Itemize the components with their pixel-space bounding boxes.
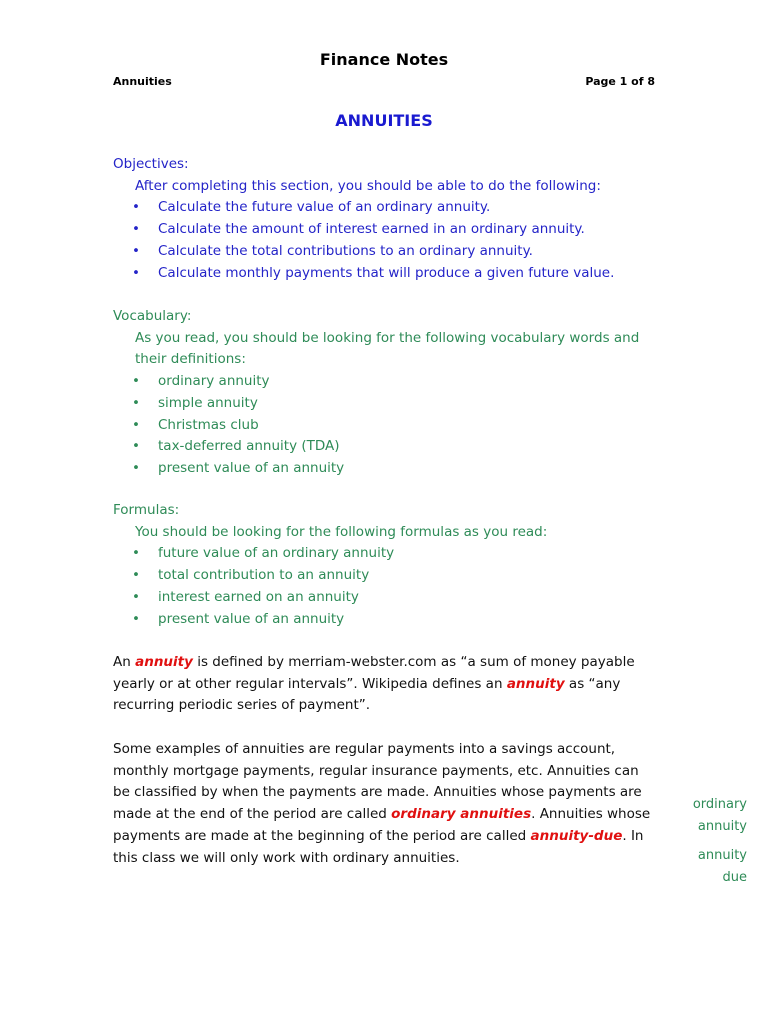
formulas-label: Formulas: [113, 502, 180, 518]
page-number: Page 1 of 8 [585, 75, 655, 88]
objectives-intro: After completing this section, you should be able to do the following: [135, 177, 601, 194]
vocabulary-item: • Christmas club [113, 415, 653, 437]
section-heading: ANNUITIES [335, 111, 433, 130]
vocabulary-item: • present value of an annuity [113, 458, 653, 480]
annuity-examples-paragraph: Some examples of annuities are regular payments into a savings account, monthly mortgage payments, regular insurance payments, etc. Annuities can be classified by when the payments are made. Annuities whose payments are made at the end of the period are called ordinary annuities. Annuities whose payments are made at the beginning of the period are called annuity-due. In this class we will only work with ordinary annuities. [113, 741, 651, 866]
objectives-label: Objectives: [113, 156, 189, 172]
formulas-intro: You should be looking for the following formulas as you read: [135, 523, 548, 540]
key-term-annuity: annuity [506, 675, 565, 692]
vocabulary-item: • ordinary annuity [113, 371, 653, 393]
formula-item: • interest earned on an annuity [113, 587, 653, 609]
formula-item: • total contribution to an annuity [113, 565, 653, 587]
annuity-definition-paragraph: An annuity is defined by merriam-webster.com as “a sum of money payable yearly or at other regular intervals”. Wikipedia defines an annuity as “any recurring periodic series of payment”. [113, 654, 635, 714]
objective-item: • Calculate monthly payments that will produce a given future value. [113, 263, 653, 285]
vocabulary-section [113, 306, 653, 480]
objective-item: • Calculate the future value of an ordinary annuity. [113, 197, 653, 219]
objective-item: • Calculate the total contributions to an ordinary annuity. [113, 241, 653, 263]
running-header [113, 75, 655, 88]
vocabulary-item: • tax-deferred annuity (TDA) [113, 436, 653, 458]
key-term-annuity-due: annuity-due [530, 827, 623, 844]
objective-item: • Calculate the amount of interest earned in an ordinary annuity. [113, 219, 653, 241]
vocabulary-label: Vocabulary: [113, 308, 192, 324]
vocabulary-list [113, 371, 653, 480]
formulas-list [113, 543, 653, 630]
topic-label: Annuities [113, 75, 172, 88]
page-title: Finance Notes [319, 50, 449, 69]
vocabulary-item: • simple annuity [113, 393, 653, 415]
vocabulary-intro: As you read, you should be looking for the following vocabulary words and their definitions: [135, 329, 640, 368]
margin-note-ordinary-annuity: ordinary annuity [692, 797, 747, 834]
formula-item: • future value of an ordinary annuity [113, 543, 653, 565]
margin-note-annuity-due: annuity due [697, 848, 747, 885]
formulas-section [113, 500, 653, 630]
objectives-section [113, 154, 653, 284]
objectives-list [113, 197, 653, 284]
formula-item: • present value of an annuity [113, 609, 653, 631]
key-term-ordinary-annuities: ordinary annuities [391, 806, 532, 823]
key-term-annuity: annuity [135, 654, 193, 670]
